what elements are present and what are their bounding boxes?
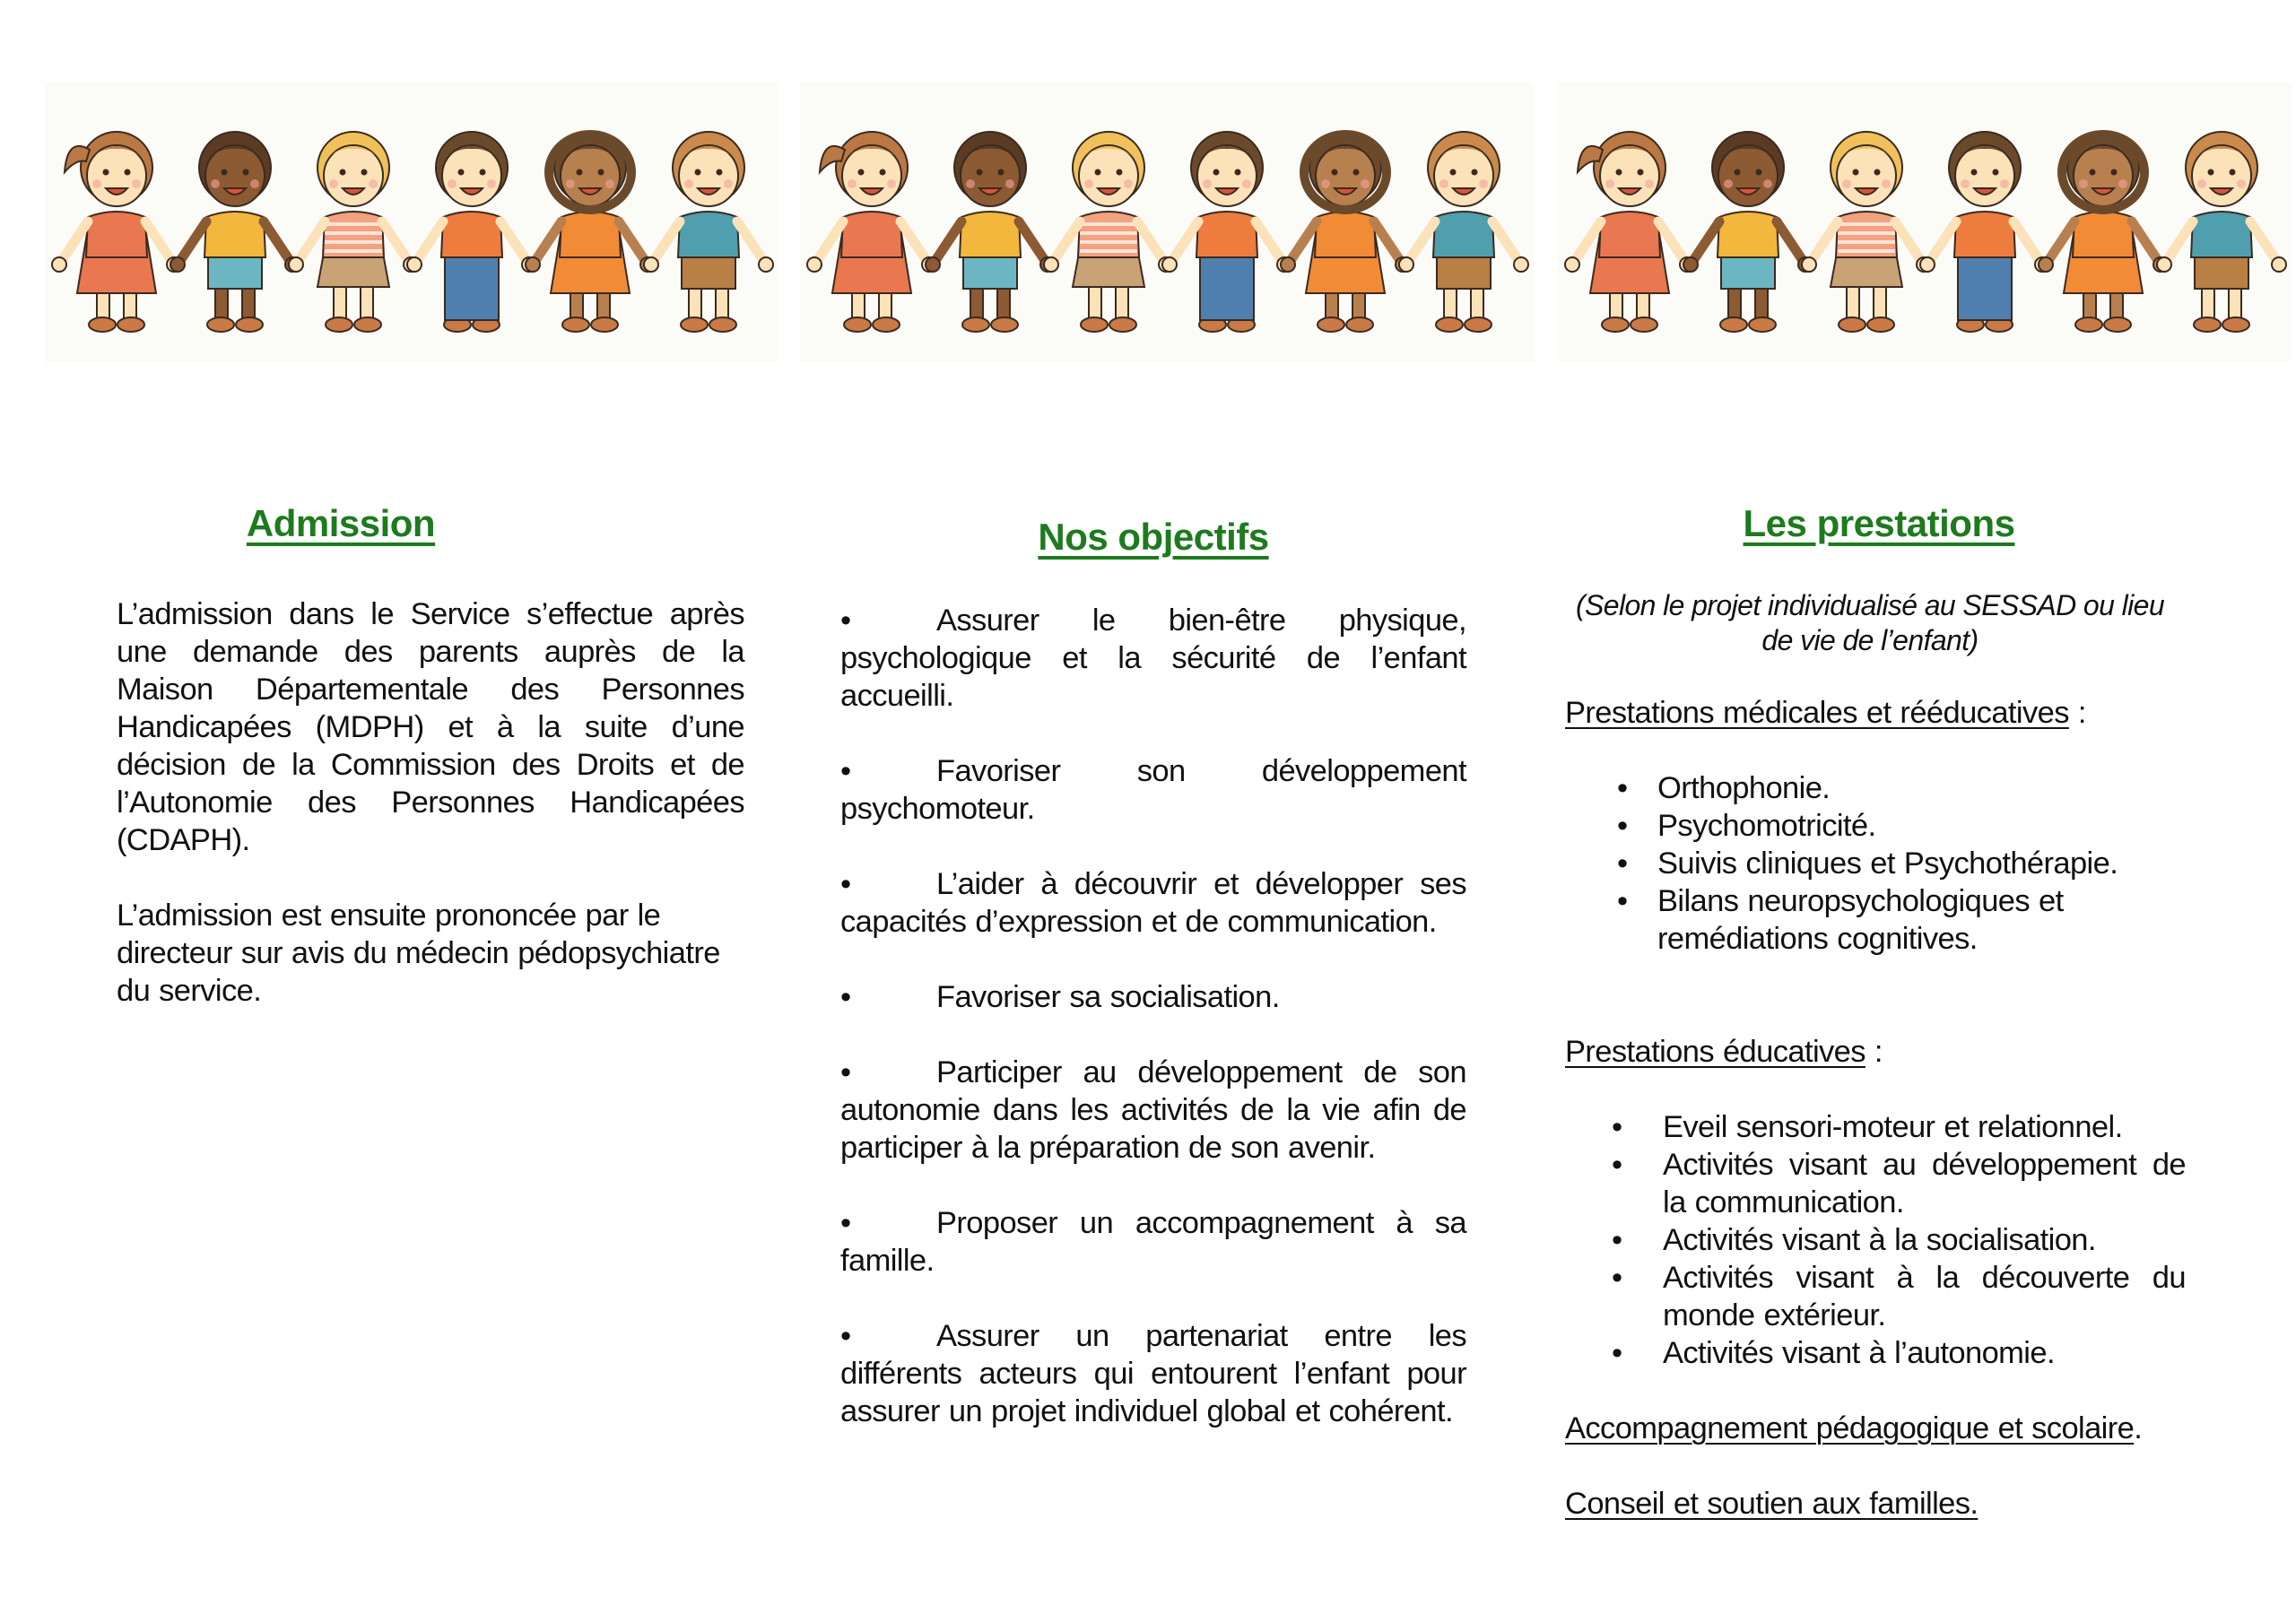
list-item-text: Suivis cliniques et Psychothérapie. — [1657, 846, 2118, 881]
list-item — [1612, 1221, 2186, 1259]
list-item — [1617, 769, 2193, 807]
objectif-item — [840, 1204, 1466, 1280]
objectif-text: Assurer le bien-être physique, psychologique et la sécurité de l’enfant accueilli. — [840, 603, 1466, 713]
prestations-heading: Les prestations — [1743, 502, 2015, 544]
bullet-icon: • — [1617, 771, 1628, 805]
child-figure — [644, 132, 773, 332]
objectif-text: Favoriser son développement psychomoteur. — [840, 754, 1466, 826]
objectifs-heading: Nos objectifs — [1038, 516, 1269, 558]
objectif-text: L’aider à découvrir et développer ses capacités d’expression et de communication. — [840, 867, 1466, 939]
objectif-item — [840, 978, 1466, 1016]
bullet-icon: • — [840, 980, 851, 1014]
banner-illustration-3 — [1558, 82, 2292, 362]
child-figure — [1920, 132, 2049, 332]
conseil-line — [1565, 1485, 2193, 1523]
list-item — [1617, 882, 2193, 958]
admission-paragraph-2: L’admission est ensuite prononcée par le directeur sur avis du médecin pédopsychiatre du service. — [117, 898, 720, 1008]
educatives-subheading — [1565, 1033, 2193, 1071]
objectif-item — [840, 752, 1466, 828]
objectif-text: Assurer un partenariat entre les différents acteurs qui entourent l’enfant pour assurer un projet individuel global et cohérent. — [840, 1319, 1466, 1428]
objectif-item — [840, 1317, 1466, 1430]
banner-illustration-2 — [800, 82, 1534, 362]
bullet-icon: • — [1617, 809, 1628, 843]
bullet-icon: • — [1612, 1223, 1622, 1257]
bullet-icon: • — [840, 1319, 851, 1353]
child-figure — [52, 132, 181, 332]
admission-section — [117, 502, 744, 1010]
objectif-text: Participer au développement de son autonomie dans les activités de la vie afin de participer à la préparation de son avenir. — [840, 1055, 1466, 1165]
list-item — [1612, 1108, 2186, 1146]
bullet-icon: • — [1612, 1148, 1622, 1182]
objectif-item — [840, 1054, 1466, 1167]
list-item-text: Activités visant à la découverte du monde extérieur. — [1663, 1261, 2186, 1332]
list-item-text: Activités visant à l’autonomie. — [1663, 1336, 2055, 1370]
objectif-item — [840, 602, 1466, 715]
bullet-icon: • — [840, 867, 851, 901]
child-figure — [526, 132, 655, 332]
child-figure — [407, 132, 536, 332]
bullet-icon: • — [1612, 1110, 1622, 1144]
list-item-text: Activités visant au développement de la communication. — [1663, 1148, 2186, 1219]
bullet-icon: • — [840, 754, 851, 788]
prestations-section — [1565, 502, 2193, 1523]
educatives-list — [1565, 1108, 2186, 1372]
child-figure — [1281, 132, 1410, 332]
objectifs-list — [840, 602, 1466, 1430]
medicales-suffix: : — [2068, 696, 2086, 730]
bullet-icon: • — [840, 1206, 851, 1240]
child-figure — [807, 132, 936, 332]
accompagnement-line — [1565, 1410, 2193, 1447]
child-figure — [1565, 132, 1694, 332]
list-item — [1612, 1146, 2186, 1221]
objectif-text: Favoriser sa socialisation. — [936, 980, 1280, 1014]
conseil-label: Conseil et soutien aux familles. — [1565, 1487, 1979, 1521]
medicales-subheading — [1565, 694, 2193, 732]
admission-paragraph-1: L’admission dans le Service s’effectue après une demande des parents auprès de la Maison Départementale des Personnes Handicapées (MDPH) et à la suite d’une décision de la Commission des Droits et de l’Autonomie des Personnes Handicapées (CDAPH). — [117, 597, 744, 857]
educatives-label: Prestations éducatives — [1565, 1035, 1866, 1069]
accompagnement-label: Accompagnement pédagogique et scolaire — [1565, 1411, 2135, 1445]
admission-heading: Admission — [246, 502, 436, 544]
bullet-icon: • — [1612, 1261, 1622, 1295]
medicales-label: Prestations médicales et rééducatives — [1565, 696, 2069, 730]
bullet-icon: • — [840, 603, 851, 638]
list-item — [1617, 845, 2193, 882]
list-item — [1617, 807, 2193, 845]
child-figure — [170, 132, 300, 332]
objectif-item — [840, 865, 1466, 941]
list-item-text: Orthophonie. — [1657, 771, 1831, 805]
child-figure — [1683, 132, 1813, 332]
child-figure — [1802, 132, 1931, 332]
child-figure — [2039, 132, 2168, 332]
bullet-icon: • — [1617, 884, 1628, 918]
bullet-icon: • — [840, 1055, 851, 1089]
list-item-text: Psychomotricité. — [1657, 809, 1876, 843]
child-figure — [289, 132, 418, 332]
prestations-note: (Selon le projet individualisé au SESSAD ou lieu de vie de l’enfant) — [1575, 589, 2165, 656]
child-figure — [2157, 132, 2286, 332]
banner-illustration-1 — [45, 82, 778, 362]
accompagnement-suffix: . — [2134, 1411, 2143, 1445]
objectifs-section — [840, 516, 1466, 1430]
child-figure — [1044, 132, 1173, 332]
child-figure — [1162, 132, 1292, 332]
bullet-icon: • — [1612, 1336, 1622, 1370]
child-figure — [926, 132, 1055, 332]
bullet-icon: • — [1617, 846, 1628, 881]
list-item — [1612, 1334, 2186, 1372]
child-figure — [1399, 132, 1528, 332]
list-item — [1612, 1259, 2186, 1334]
list-item-text: Activités visant à la socialisation. — [1663, 1223, 2096, 1257]
objectif-text: Proposer un accompagnement à sa famille. — [840, 1206, 1466, 1278]
list-item-text: Bilans neuropsychologiques et remédiations cognitives. — [1657, 884, 2064, 956]
medicales-list — [1565, 769, 2193, 958]
educatives-suffix: : — [1865, 1035, 1883, 1069]
list-item-text: Eveil sensori-moteur et relationnel. — [1663, 1110, 2123, 1144]
